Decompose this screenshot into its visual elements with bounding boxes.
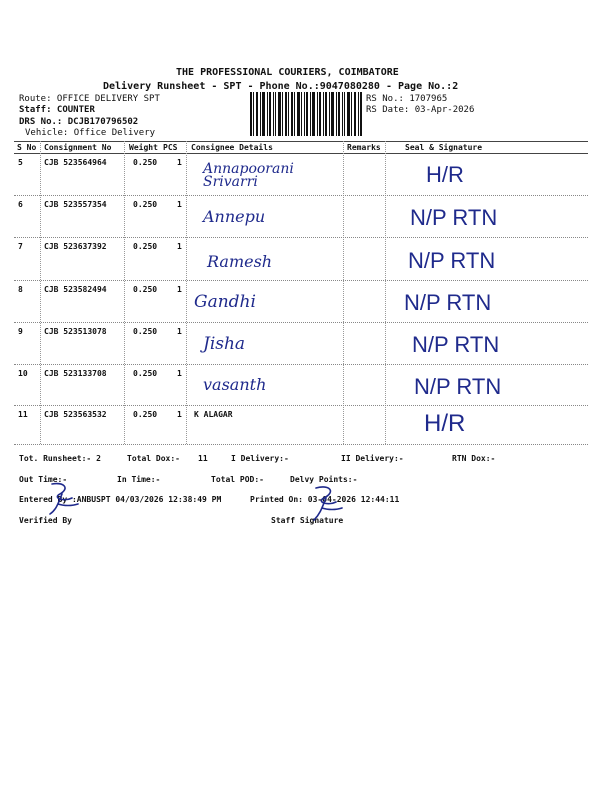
col-divider (186, 141, 187, 444)
col-consignment: Consignment No (44, 143, 112, 152)
row-weight: 0.250 (133, 285, 158, 294)
row-divider (14, 405, 588, 406)
drs-label: DRS No.: DCJB170796502 (19, 117, 139, 127)
row-pcs: 1 (177, 200, 182, 209)
row-sno: 8 (18, 285, 23, 294)
row-handwritten-consignee: Ramesh (207, 252, 273, 271)
rs-no: RS No.: 1707965 (366, 94, 448, 104)
col-remarks: Remarks (347, 143, 381, 152)
vehicle-label: Vehicle: Office Delivery (25, 128, 156, 138)
row-consignment-no: CJB 523637392 (44, 242, 107, 251)
row-sno: 11 (18, 410, 28, 419)
row-weight: 0.250 (133, 242, 158, 251)
entered-by: Entered By :ANBUSPT 04/03/2026 12:38:49 PM (19, 495, 222, 504)
total-pod: Total POD:- (211, 475, 264, 484)
total-dox-value: 11 (198, 454, 208, 463)
printed-on: Printed On: 03-04-2026 12:44:11 (250, 495, 400, 504)
row-weight: 0.250 (133, 327, 158, 336)
row-consignment-no: CJB 523564964 (44, 158, 107, 167)
col-divider (40, 141, 41, 444)
row-sno: 10 (18, 369, 28, 378)
row-pcs: 1 (177, 285, 182, 294)
col-pcs: PCS (163, 143, 178, 152)
col-weight: Weight (129, 143, 158, 152)
row-seal-signature: N/P RTN (404, 290, 492, 315)
row-seal-signature: N/P RTN (410, 205, 498, 230)
row-divider (14, 322, 588, 323)
row-divider (14, 364, 588, 365)
row-seal-signature: H/R (424, 410, 466, 437)
row-consignment-no: CJB 523582494 (44, 285, 107, 294)
staff-signature: Staff Signature (271, 516, 344, 525)
row-consignment-no: CJB 523513078 (44, 327, 107, 336)
in-time: In Time:- (117, 475, 161, 484)
row-consignment-no: CJB 523557354 (44, 200, 107, 209)
staff-label: Staff: COUNTER (19, 105, 95, 115)
rtn-dox: RTN Dox:- (452, 454, 496, 463)
row-divider (14, 280, 588, 281)
runsheet-subtitle: Delivery Runsheet - SPT - Phone No.:9047080280 - Page No.:2 (103, 81, 459, 92)
verified-by: Verified By (19, 516, 72, 525)
total-dox-label: Total Dox:- (127, 454, 180, 463)
row-seal-signature: H/R (426, 162, 464, 187)
row-consignment-no: CJB 523133708 (44, 369, 107, 378)
col-divider (385, 141, 386, 444)
row-weight: 0.250 (133, 369, 158, 378)
row-weight: 0.250 (133, 200, 158, 209)
row-handwritten-consignee: Gandhi (194, 292, 256, 312)
delvy-points: Delvy Points:- (290, 475, 358, 484)
company-title: THE PROFESSIONAL COURIERS, COIMBATORE (176, 67, 399, 78)
row-sno: 6 (18, 200, 23, 209)
row-pcs: 1 (177, 410, 182, 419)
col-seal: Seal & Signature (405, 143, 483, 152)
row-pcs: 1 (177, 158, 182, 167)
row-consignee-name: K ALAGAR (194, 410, 233, 419)
table-header-rule (14, 153, 588, 154)
col-sno: S No (17, 143, 37, 152)
row-seal-signature: N/P RTN (414, 374, 502, 399)
tot-runsheet: Tot. Runsheet:- 2 (19, 454, 101, 463)
row-handwritten-consignee: Annapoorani Srivarri (203, 161, 294, 190)
row-sno: 5 (18, 158, 23, 167)
col-divider (124, 141, 125, 444)
row-seal-signature: N/P RTN (408, 248, 496, 273)
row-sno: 7 (18, 242, 23, 251)
entered-by-signature-scribble (44, 480, 84, 516)
route-label: Route: OFFICE DELIVERY SPT (19, 94, 160, 104)
row-pcs: 1 (177, 242, 182, 251)
row-divider (14, 195, 588, 196)
ii-delivery: II Delivery:- (341, 454, 404, 463)
row-sno: 9 (18, 327, 23, 336)
row-weight: 0.250 (133, 158, 158, 167)
row-divider (14, 444, 588, 445)
row-weight: 0.250 (133, 410, 158, 419)
staff-signature-scribble (306, 482, 346, 522)
col-consignee: Consignee Details (191, 143, 273, 152)
row-pcs: 1 (177, 369, 182, 378)
rs-date: RS Date: 03-Apr-2026 (366, 105, 475, 115)
col-divider (343, 141, 344, 444)
row-divider (14, 237, 588, 238)
row-handwritten-consignee: vasanth (203, 375, 267, 394)
i-delivery: I Delivery:- (231, 454, 289, 463)
table-top-rule (14, 141, 588, 142)
row-handwritten-consignee: Annepu (203, 207, 266, 226)
out-time: Out Time:- (19, 475, 68, 484)
row-handwritten-consignee: Jisha (203, 334, 246, 354)
row-consignment-no: CJB 523563532 (44, 410, 107, 419)
row-pcs: 1 (177, 327, 182, 336)
row-seal-signature: N/P RTN (412, 332, 500, 357)
barcode (250, 92, 362, 136)
